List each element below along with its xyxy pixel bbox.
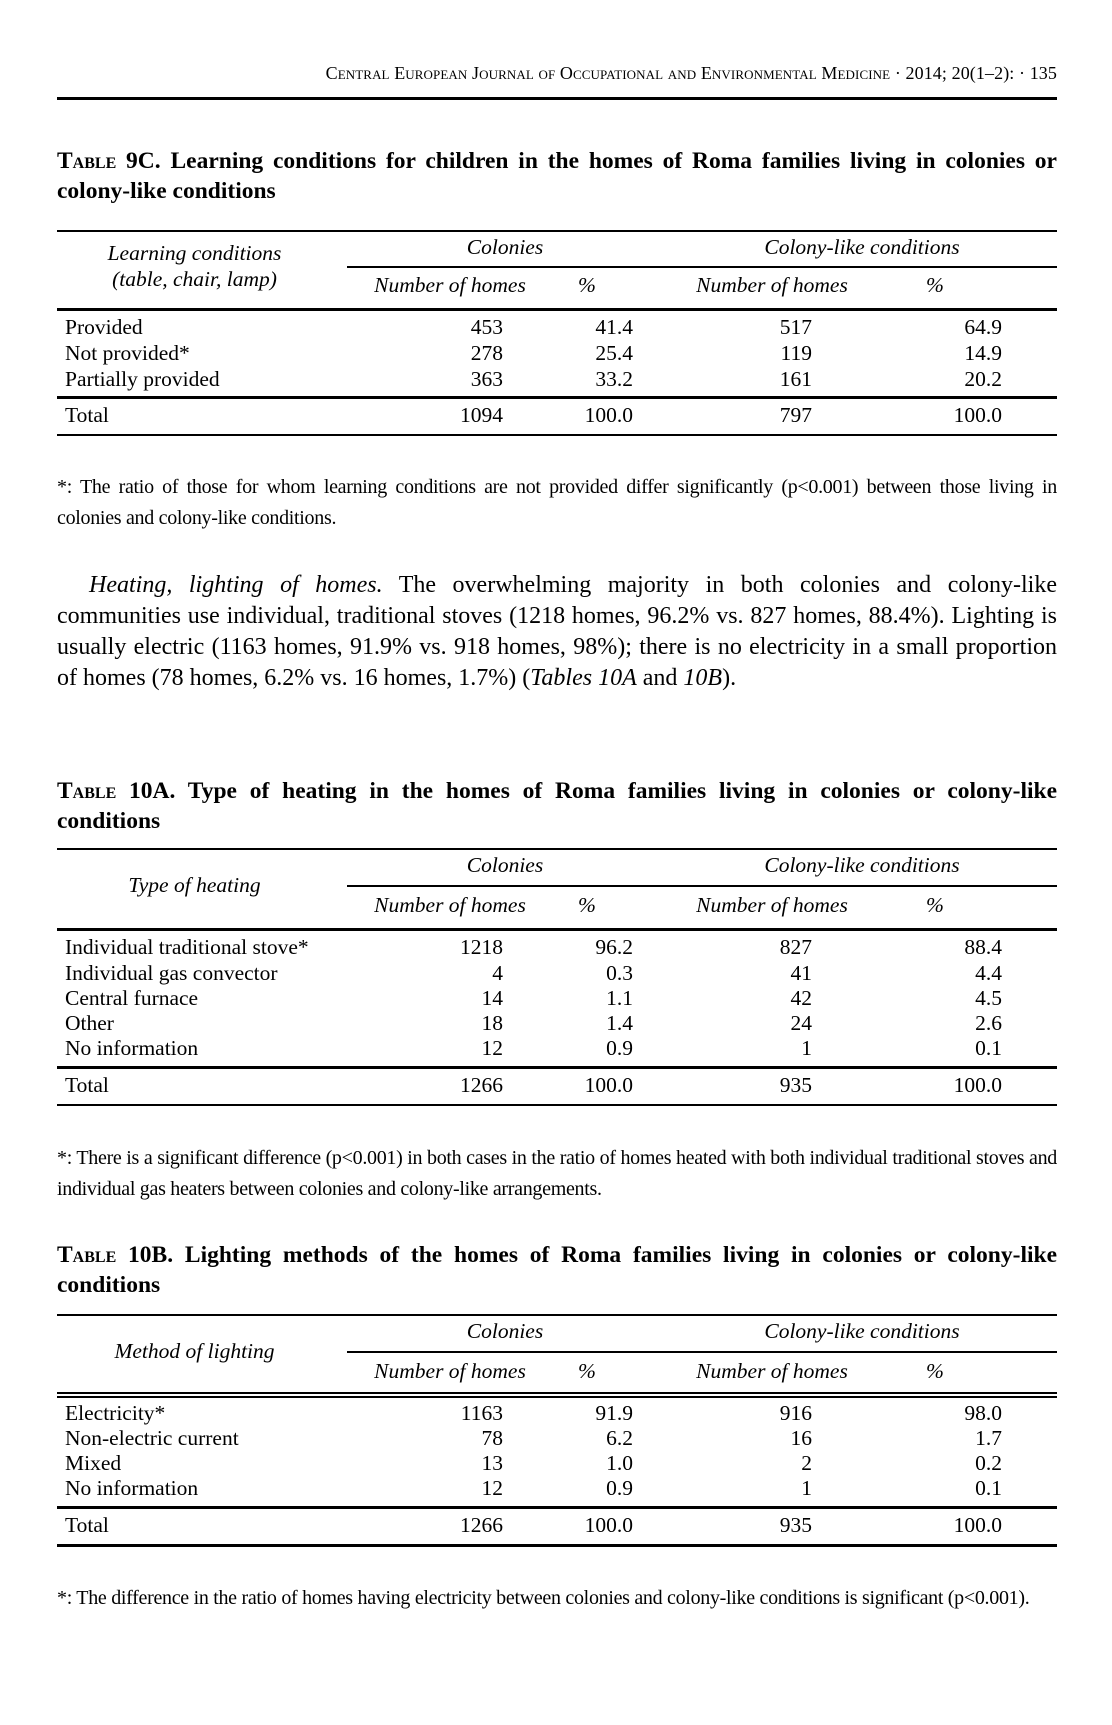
cell-colonies-number: 363 [470, 367, 503, 391]
row-label: No information [65, 1036, 199, 1060]
header-bottom-rule-upper [57, 1392, 1057, 1394]
row-header-line2: (table, chair, lamp) [112, 267, 277, 291]
col-header-pct-colonies: % [578, 1359, 596, 1383]
journal-citation: · 2014; 20(1–2): · 135 [894, 63, 1057, 83]
row-label: Not provided* [65, 341, 190, 365]
table-10a [57, 848, 1057, 1128]
row-label: Provided [65, 315, 143, 339]
col-header-pct-colony-like: % [926, 1359, 944, 1383]
total-colony-like-pct: 100.0 [953, 403, 1002, 427]
cell-colony-like-number: 24 [790, 1011, 812, 1035]
cell-colony-like-pct: 2.6 [975, 1011, 1002, 1035]
row-label: No information [65, 1476, 199, 1500]
group-header-colonies: Colonies [466, 1319, 544, 1343]
ref-close: ). [722, 665, 737, 691]
cell-colonies-pct: 25.4 [595, 341, 633, 365]
col-header-number-colony-like: Number of homes [696, 273, 848, 297]
col-header-number-colony-like: Number of homes [696, 1359, 848, 1383]
ref-and: and [636, 665, 684, 691]
col-header-pct-colony-like: % [926, 893, 944, 917]
row-label: Mixed [65, 1451, 122, 1475]
cell-colony-like-number: 1 [801, 1476, 812, 1500]
cell-colony-like-pct: 4.4 [975, 961, 1002, 985]
cell-colony-like-pct: 20.2 [964, 367, 1002, 391]
group-rule [347, 1351, 1057, 1353]
col-header-number-colonies: Number of homes [374, 1359, 526, 1383]
table-10b-title: Lighting methods of the homes of Roma families living in colonies or colony-like conditions [57, 1242, 1058, 1298]
group-header-colonies: Colonies [466, 235, 544, 259]
row-label: Other [65, 1011, 114, 1035]
paragraph-text: The overwhelming majority in both colonies and colony-like communities use individual, traditional stoves (1218 homes, 96.2% vs. 827 homes, 88.4%). Lighting is usually electric (1163 homes, 91.9% vs. 918 homes, 98%); there is no electricity in a small proportion of homes (78 homes, 6.2% vs. 16 homes, 1.7%) [57, 572, 1058, 691]
cell-colonies-pct: 0.9 [606, 1036, 633, 1060]
ref-table-10b-link[interactable]: 10B [683, 665, 723, 691]
total-colony-like-number: 935 [779, 1513, 812, 1537]
table-top-rule [57, 848, 1057, 850]
cell-colonies-pct: 1.4 [606, 1011, 633, 1035]
row-label: Partially provided [65, 367, 220, 391]
journal-name: Central European Journal of Occupational and Environmental Medicine [325, 63, 891, 83]
total-rule [57, 1506, 1057, 1509]
cell-colony-like-number: 827 [779, 935, 812, 959]
cell-colonies-number: 18 [481, 1011, 503, 1035]
cell-colony-like-number: 119 [780, 341, 812, 365]
cell-colony-like-pct: 0.2 [975, 1451, 1002, 1475]
cell-colonies-pct: 91.9 [595, 1401, 633, 1425]
row-header: Type of heating [128, 873, 261, 897]
cell-colonies-number: 12 [481, 1476, 503, 1500]
table-9c-title: Learning conditions for children in the homes of Roma families living in colonies or colony-like conditions [57, 148, 1057, 204]
table-bottom-rule [57, 1104, 1057, 1106]
total-colonies-number: 1266 [460, 1513, 503, 1537]
cell-colony-like-pct: 88.4 [964, 935, 1002, 959]
row-label: Electricity* [65, 1401, 166, 1425]
table-10b [57, 1314, 1057, 1574]
total-label: Total [65, 403, 109, 427]
cell-colony-like-pct: 4.5 [975, 986, 1002, 1010]
total-colonies-pct: 100.0 [584, 403, 633, 427]
cell-colony-like-number: 41 [790, 961, 812, 985]
cell-colony-like-pct: 0.1 [975, 1036, 1002, 1060]
cell-colonies-number: 13 [481, 1451, 503, 1475]
cell-colony-like-pct: 14.9 [964, 341, 1002, 365]
table-top-rule [57, 1314, 1057, 1316]
col-header-pct-colonies: % [578, 893, 596, 917]
total-colony-like-number: 935 [779, 1073, 812, 1097]
row-label: Individual gas convector [65, 961, 278, 985]
table-bottom-rule [57, 434, 1057, 436]
cell-colony-like-pct: 0.1 [975, 1476, 1002, 1500]
table-9c-label: Table 9C. [57, 148, 161, 174]
total-label: Total [65, 1073, 109, 1097]
cell-colonies-pct: 1.1 [606, 986, 633, 1010]
col-header-pct-colony-like: % [926, 273, 944, 297]
table-10b-label: Table 10B. [57, 1242, 174, 1268]
table-10a-footnote: *: There is a significant difference (p<0.001) in both cases in the ratio of homes heated with both individual traditional stoves and individual gas heaters between colonies and colony-like arrangements. [57, 1147, 1057, 1200]
cell-colonies-pct: 41.4 [595, 315, 633, 339]
table-10a-caption [57, 776, 1057, 836]
ref-open: ( [522, 665, 531, 691]
row-label: Non-electric current [65, 1426, 239, 1450]
row-header-line1: Learning conditions [107, 241, 282, 265]
cell-colony-like-pct: 98.0 [964, 1401, 1002, 1425]
total-rule [57, 396, 1057, 399]
cell-colonies-number: 4 [492, 961, 503, 985]
cell-colonies-pct: 6.2 [606, 1426, 633, 1450]
table-10b-footnote: *: The difference in the ratio of homes having electricity between colonies and colony-like conditions is significant (p<0.001). [57, 1587, 1030, 1609]
col-header-number-colonies: Number of homes [374, 273, 526, 297]
group-header-colony-like: Colony-like conditions [764, 853, 960, 877]
table-top-rule [57, 230, 1057, 232]
cell-colonies-pct: 33.2 [595, 367, 633, 391]
table-9c [57, 230, 1057, 450]
total-colonies-pct: 100.0 [584, 1073, 633, 1097]
cell-colony-like-number: 42 [790, 986, 812, 1010]
col-header-pct-colonies: % [578, 273, 596, 297]
paragraph-lead: Heating, lighting of homes. [89, 572, 383, 598]
row-header: Method of lighting [114, 1339, 275, 1363]
cell-colonies-pct: 0.9 [606, 1476, 633, 1500]
col-header-number-colony-like: Number of homes [696, 893, 848, 917]
cell-colonies-number: 78 [481, 1426, 503, 1450]
group-header-colonies: Colonies [466, 853, 544, 877]
cell-colonies-number: 12 [481, 1036, 503, 1060]
header-bottom-rule [57, 308, 1057, 311]
table-9c-caption [57, 146, 1057, 206]
col-header-number-colonies: Number of homes [374, 893, 526, 917]
cell-colonies-pct: 96.2 [595, 935, 633, 959]
header-rule [57, 97, 1057, 100]
header-bottom-rule-lower [57, 1396, 1057, 1398]
cell-colony-like-pct: 1.7 [975, 1426, 1002, 1450]
total-colony-like-pct: 100.0 [953, 1073, 1002, 1097]
cell-colonies-pct: 1.0 [606, 1451, 633, 1475]
table-10b-caption [57, 1240, 1057, 1300]
cell-colony-like-number: 161 [779, 367, 812, 391]
running-header [57, 62, 1057, 92]
cell-colony-like-number: 2 [801, 1451, 812, 1475]
total-colony-like-number: 797 [779, 403, 812, 427]
cell-colony-like-number: 916 [779, 1401, 812, 1425]
table-10a-label: Table 10A. [57, 778, 176, 804]
body-paragraph [57, 570, 1057, 694]
row-label: Individual traditional stove* [65, 935, 309, 959]
cell-colonies-number: 453 [470, 315, 503, 339]
group-header-colony-like: Colony-like conditions [764, 1319, 960, 1343]
cell-colony-like-number: 16 [790, 1426, 812, 1450]
total-colonies-number: 1094 [460, 403, 503, 427]
total-colonies-number: 1266 [460, 1073, 503, 1097]
cell-colonies-number: 14 [481, 986, 503, 1010]
cell-colony-like-number: 517 [779, 315, 812, 339]
table-10a-title: Type of heating in the homes of Roma families living in colonies or colony-like conditions [57, 778, 1058, 834]
table-9c-footnote: *: The ratio of those for whom learning conditions are not provided differ significantly (p<0.001) between those living in colonies and colony-like conditions. [57, 476, 1057, 529]
table-bottom-rule [57, 1544, 1057, 1547]
cell-colonies-number: 1218 [460, 935, 503, 959]
header-bottom-rule [57, 928, 1057, 931]
total-colony-like-pct: 100.0 [953, 1513, 1002, 1537]
total-rule [57, 1066, 1057, 1069]
row-label: Central furnace [65, 986, 199, 1010]
cell-colonies-number: 278 [470, 341, 503, 365]
ref-table-10a-link[interactable]: Tables 10A [530, 665, 637, 691]
group-rule [347, 885, 1057, 887]
group-header-colony-like: Colony-like conditions [764, 235, 960, 259]
total-colonies-pct: 100.0 [584, 1513, 633, 1537]
group-rule [347, 266, 1057, 268]
cell-colonies-pct: 0.3 [606, 961, 633, 985]
total-label: Total [65, 1513, 109, 1537]
cell-colony-like-number: 1 [801, 1036, 812, 1060]
cell-colony-like-pct: 64.9 [964, 315, 1002, 339]
cell-colonies-number: 1163 [460, 1401, 503, 1425]
